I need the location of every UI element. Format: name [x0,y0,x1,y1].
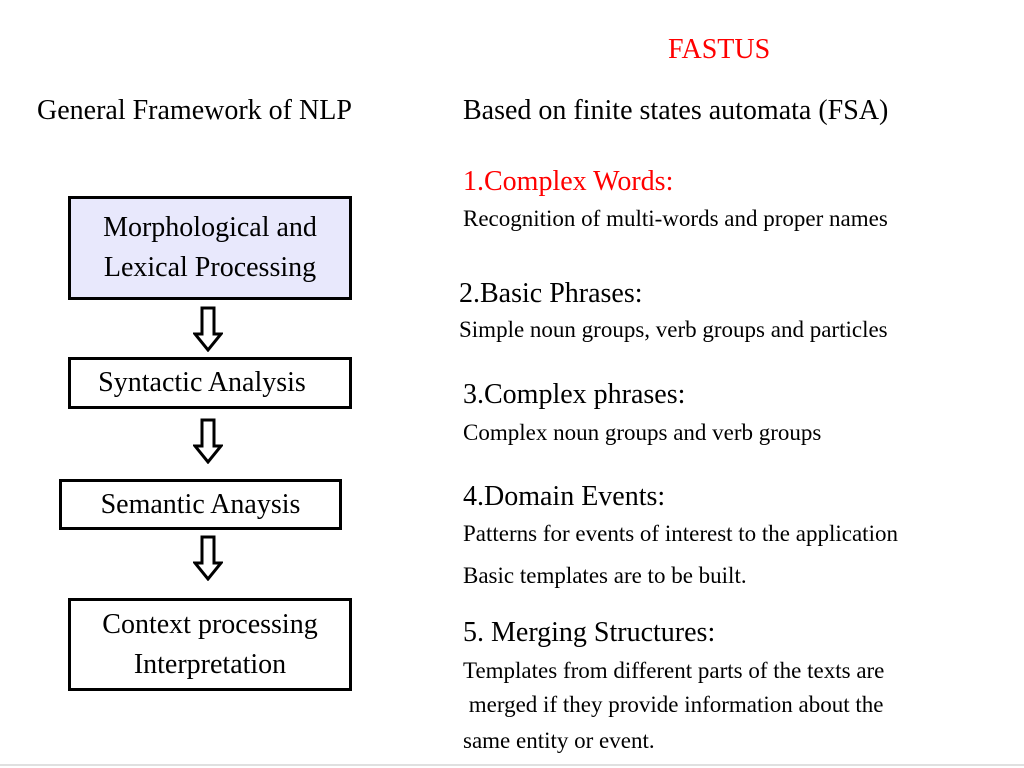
step-1-description: Recognition of multi-words and proper names [463,206,888,231]
step-5-description-2: merged if they provide information about the [463,692,884,717]
step-5-heading: 5. Merging Structures: [463,617,716,648]
box-semantic-analysis [59,479,342,530]
slide-title: FASTUS [668,34,771,65]
step-4-heading: 4.Domain Events: [463,481,666,512]
slide-bottom-divider [0,764,1024,766]
down-double-arrow-icon [193,535,223,581]
left-heading: General Framework of NLP [37,95,352,126]
step-5-description-3: same entity or event. [463,728,655,753]
down-double-arrow-icon [193,418,223,464]
step-1-heading: 1.Complex Words: [463,166,674,197]
box-label-line: Interpretation [133,648,287,680]
right-heading: Based on finite states automata (FSA) [463,95,889,126]
box-context-processing [68,598,352,691]
step-2-heading: 2.Basic Phrases: [459,278,643,309]
step-4-description-2: Basic templates are to be built. [463,563,747,588]
box-syntactic-analysis [68,357,352,409]
box-label-line: Lexical Processing [103,252,317,283]
box-label-line: Syntactic Analysis [98,367,306,398]
box-label-line: Morphological and [103,212,317,243]
step-2-description: Simple noun groups, verb groups and particles [459,317,888,342]
box-label-line: Context processing [102,608,318,640]
step-5-description: Templates from different parts of the texts are [463,658,885,683]
box-label-line: Semantic Anaysis [100,488,301,520]
step-3-description: Complex noun groups and verb groups [463,420,822,445]
down-double-arrow-icon [193,306,223,352]
box-morphological-lexical [68,196,352,300]
step-3-heading: 3.Complex phrases: [463,379,686,410]
step-4-description: Patterns for events of interest to the application [463,521,898,546]
